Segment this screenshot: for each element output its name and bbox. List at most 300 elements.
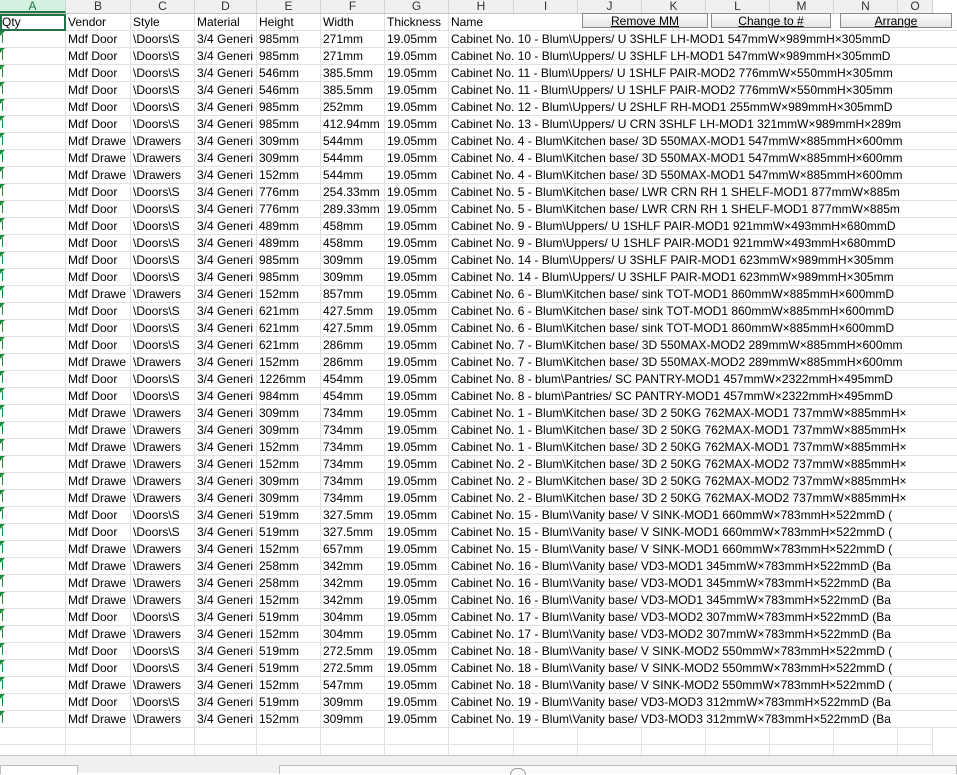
column-header-n[interactable]: N [834,0,898,13]
cell[interactable]: 252mm [321,99,385,116]
cell[interactable]: 152mm [257,439,321,456]
cell[interactable] [0,48,66,65]
cell[interactable]: 1226mm [257,371,321,388]
cell[interactable]: 985mm [257,269,321,286]
cell[interactable] [0,609,66,626]
cell[interactable]: \Drawers [131,456,195,473]
cell[interactable]: 519mm [257,524,321,541]
cell[interactable]: Width [321,14,385,31]
cell[interactable] [0,592,66,609]
cell[interactable]: Mdf Door [66,116,131,133]
cell[interactable]: 309mm [257,150,321,167]
cell[interactable]: 19.05mm [385,405,449,422]
cell[interactable]: 19.05mm [385,490,449,507]
cell[interactable]: \Doors\S [131,660,195,677]
column-header-bar[interactable] [0,0,933,14]
cell[interactable] [0,337,66,354]
cell[interactable]: 3/4 Generi [195,507,257,524]
cell[interactable] [449,745,514,755]
cell[interactable] [257,728,321,745]
cell[interactable]: Cabinet No. 5 - Blum\Kitchen base/ LWR CRN RH 1 SHELF-MOD1 877mmW×885m [449,201,957,218]
cell[interactable]: \Doors\S [131,524,195,541]
cell[interactable]: 342mm [321,558,385,575]
cell[interactable] [257,745,321,755]
cell[interactable]: 19.05mm [385,354,449,371]
cell[interactable] [131,745,195,755]
column-header-f[interactable]: F [321,0,385,13]
cell[interactable]: 984mm [257,388,321,405]
cell[interactable] [706,745,770,755]
cell[interactable]: 19.05mm [385,541,449,558]
cell[interactable]: 3/4 Generi [195,167,257,184]
cell[interactable]: 3/4 Generi [195,184,257,201]
cell[interactable]: \Doors\S [131,184,195,201]
cell[interactable]: 3/4 Generi [195,626,257,643]
cell[interactable]: 3/4 Generi [195,201,257,218]
cell[interactable]: \Drawers [131,354,195,371]
cell[interactable] [0,286,66,303]
cell[interactable]: 3/4 Generi [195,473,257,490]
cell[interactable]: 3/4 Generi [195,320,257,337]
cell[interactable]: 152mm [257,592,321,609]
cell[interactable]: 19.05mm [385,269,449,286]
cell[interactable]: 734mm [321,456,385,473]
cell[interactable]: 309mm [257,405,321,422]
cell[interactable]: 3/4 Generi [195,677,257,694]
cell[interactable]: 519mm [257,660,321,677]
cell[interactable] [385,745,449,755]
cell[interactable] [0,218,66,235]
cell[interactable]: Mdf Door [66,82,131,99]
cell[interactable]: Cabinet No. 8 - blum\Pantries/ SC PANTRY-MOD1 457mmW×2322mmH×495mmD [449,371,957,388]
cell[interactable]: 19.05mm [385,235,449,252]
cell[interactable]: Mdf Drawe [66,575,131,592]
cell[interactable]: \Doors\S [131,337,195,354]
cell[interactable]: 3/4 Generi [195,592,257,609]
cell[interactable] [0,711,66,728]
cell[interactable]: Cabinet No. 18 - Blum\Vanity base/ V SINK-MOD2 550mmW×783mmH×522mmD ( [449,643,957,660]
cell[interactable] [66,745,131,755]
cell[interactable]: Mdf Door [66,524,131,541]
cell[interactable]: 385.5mm [321,65,385,82]
cell[interactable]: Cabinet No. 18 - Blum\Vanity base/ V SINK-MOD2 550mmW×783mmH×522mmD ( [449,677,957,694]
cell[interactable]: Mdf Door [66,252,131,269]
cell[interactable]: 309mm [321,694,385,711]
cell[interactable]: Mdf Door [66,320,131,337]
cell[interactable] [0,643,66,660]
cell[interactable]: 152mm [257,354,321,371]
cell[interactable] [0,422,66,439]
cell[interactable]: 3/4 Generi [195,609,257,626]
cell[interactable]: 3/4 Generi [195,269,257,286]
cell[interactable] [0,490,66,507]
cell[interactable]: 985mm [257,99,321,116]
cell[interactable]: \Doors\S [131,371,195,388]
cell[interactable] [0,303,66,320]
cell[interactable]: Mdf Door [66,48,131,65]
cell[interactable]: Cabinet No. 19 - Blum\Vanity base/ VD3-MOD3 312mmW×783mmH×522mmD (Ba [449,711,957,728]
cell[interactable]: 254.33mm [321,184,385,201]
cell[interactable]: Mdf Drawe [66,473,131,490]
cell[interactable]: 152mm [257,626,321,643]
cell[interactable]: \Doors\S [131,65,195,82]
cell[interactable] [0,235,66,252]
cell[interactable]: Qty [0,14,66,31]
cell[interactable]: 621mm [257,337,321,354]
cell[interactable]: Mdf Drawe [66,167,131,184]
cell[interactable]: 3/4 Generi [195,643,257,660]
cell[interactable]: 3/4 Generi [195,354,257,371]
cell[interactable]: 342mm [321,575,385,592]
cell[interactable]: 19.05mm [385,694,449,711]
cell[interactable]: 19.05mm [385,286,449,303]
horizontal-scrollbar[interactable] [279,765,957,774]
cell[interactable]: 546mm [257,65,321,82]
sheet-tab[interactable] [0,765,78,774]
cell[interactable]: Mdf Door [66,218,131,235]
cell[interactable]: 19.05mm [385,388,449,405]
cell[interactable]: 152mm [257,677,321,694]
cell[interactable]: Cabinet No. 18 - Blum\Vanity base/ V SINK-MOD2 550mmW×783mmH×522mmD ( [449,660,957,677]
cell[interactable]: Cabinet No. 17 - Blum\Vanity base/ VD3-MOD2 307mmW×783mmH×522mmD (Ba [449,626,957,643]
cell[interactable]: Mdf Door [66,609,131,626]
cell[interactable]: Mdf Door [66,99,131,116]
cell[interactable]: 272.5mm [321,643,385,660]
cell[interactable]: 327.5mm [321,524,385,541]
cell[interactable]: Cabinet No. 15 - Blum\Vanity base/ V SINK-MOD1 660mmW×783mmH×522mmD ( [449,507,957,524]
cell[interactable]: Thickness [385,14,449,31]
cell[interactable]: 152mm [257,286,321,303]
cell[interactable]: 3/4 Generi [195,252,257,269]
cell[interactable] [0,694,66,711]
cell[interactable]: 19.05mm [385,592,449,609]
cell[interactable]: Mdf Drawe [66,405,131,422]
cell[interactable]: Mdf Drawe [66,558,131,575]
cell[interactable]: Mdf Drawe [66,490,131,507]
cell[interactable]: Mdf Drawe [66,592,131,609]
cell[interactable]: Name [449,14,957,31]
cell[interactable] [898,728,933,745]
cell[interactable]: \Doors\S [131,116,195,133]
cell[interactable]: \Doors\S [131,507,195,524]
cell[interactable]: 489mm [257,235,321,252]
cell[interactable]: Cabinet No. 11 - Blum\Uppers/ U 1SHLF PAIR-MOD2 776mmW×550mmH×305mm [449,82,957,99]
cell[interactable] [449,728,514,745]
cell[interactable]: 734mm [321,439,385,456]
cell[interactable]: 734mm [321,490,385,507]
cell[interactable]: 19.05mm [385,575,449,592]
cell[interactable]: 19.05mm [385,524,449,541]
cell[interactable]: 271mm [321,48,385,65]
cell[interactable] [0,626,66,643]
cell[interactable]: Height [257,14,321,31]
cell[interactable]: Cabinet No. 16 - Blum\Vanity base/ VD3-MOD1 345mmW×783mmH×522mmD (Ba [449,558,957,575]
column-header-j[interactable]: J [578,0,642,13]
cell[interactable] [321,745,385,755]
cell[interactable]: 19.05mm [385,677,449,694]
cell[interactable]: Cabinet No. 10 - Blum\Uppers/ U 3SHLF LH-MOD1 547mmW×989mmH×305mmD [449,48,957,65]
cell[interactable] [0,473,66,490]
cell[interactable]: Cabinet No. 2 - Blum\Kitchen base/ 3D 2 50KG 762MAX-MOD2 737mmW×885mmH× [449,490,957,507]
cell[interactable]: \Doors\S [131,99,195,116]
cell[interactable]: \Drawers [131,558,195,575]
cell[interactable] [0,524,66,541]
cell[interactable]: Cabinet No. 14 - Blum\Uppers/ U 3SHLF PAIR-MOD1 623mmW×989mmH×305mm [449,252,957,269]
cell[interactable]: Cabinet No. 17 - Blum\Vanity base/ VD3-MOD2 307mmW×783mmH×522mmD (Ba [449,609,957,626]
change-to-hash-button[interactable]: Change to # [711,13,831,28]
cell[interactable]: 489mm [257,218,321,235]
cell[interactable]: 985mm [257,252,321,269]
cell[interactable]: Mdf Door [66,388,131,405]
cell[interactable]: \Doors\S [131,269,195,286]
cell[interactable] [195,745,257,755]
cell[interactable]: Cabinet No. 1 - Blum\Kitchen base/ 3D 2 50KG 762MAX-MOD1 737mmW×885mmH× [449,405,957,422]
cell[interactable]: 19.05mm [385,218,449,235]
cell[interactable]: Cabinet No. 6 - Blum\Kitchen base/ sink TOT-MOD1 860mmW×885mmH×600mmD [449,286,957,303]
cell[interactable]: 3/4 Generi [195,31,257,48]
cell[interactable]: \Doors\S [131,82,195,99]
cell[interactable]: Mdf Door [66,507,131,524]
cell[interactable]: Cabinet No. 9 - Blum\Uppers/ U 1SHLF PAIR-MOD1 921mmW×493mmH×680mmD [449,218,957,235]
cell[interactable] [0,558,66,575]
cell[interactable]: \Doors\S [131,252,195,269]
cell[interactable] [0,405,66,422]
cell[interactable]: 152mm [257,711,321,728]
arrange-button[interactable]: Arrange [840,13,952,28]
cell[interactable]: Cabinet No. 2 - Blum\Kitchen base/ 3D 2 50KG 762MAX-MOD2 737mmW×885mmH× [449,456,957,473]
cell[interactable]: Mdf Drawe [66,711,131,728]
cell[interactable]: 19.05mm [385,439,449,456]
cell[interactable]: Mdf Door [66,31,131,48]
cell[interactable]: Mdf Drawe [66,677,131,694]
cell[interactable]: 985mm [257,48,321,65]
cell[interactable]: 258mm [257,558,321,575]
cell[interactable]: 3/4 Generi [195,371,257,388]
cell[interactable]: 19.05mm [385,82,449,99]
column-header-d[interactable]: D [195,0,257,13]
remove-mm-button[interactable]: Remove MM [582,13,708,28]
cell[interactable]: 19.05mm [385,337,449,354]
cell[interactable]: \Drawers [131,405,195,422]
cell[interactable]: 152mm [257,456,321,473]
cell[interactable]: \Drawers [131,473,195,490]
cell[interactable]: Mdf Drawe [66,439,131,456]
cell[interactable]: 19.05mm [385,456,449,473]
cell[interactable]: Cabinet No. 2 - Blum\Kitchen base/ 3D 2 50KG 762MAX-MOD2 737mmW×885mmH× [449,473,957,490]
cell[interactable] [0,660,66,677]
cell[interactable]: Cabinet No. 11 - Blum\Uppers/ U 1SHLF PAIR-MOD2 776mmW×550mmH×305mm [449,65,957,82]
cell[interactable]: 3/4 Generi [195,541,257,558]
cell[interactable]: 3/4 Generi [195,218,257,235]
cell[interactable] [0,388,66,405]
cell[interactable]: 19.05mm [385,201,449,218]
cell[interactable]: 776mm [257,184,321,201]
column-header-b[interactable]: B [66,0,131,13]
cell[interactable]: 271mm [321,31,385,48]
column-header-e[interactable]: E [257,0,321,13]
cell[interactable] [0,354,66,371]
cell[interactable] [0,116,66,133]
cell[interactable]: 304mm [321,626,385,643]
column-header-a[interactable]: A [0,0,66,13]
cell[interactable]: 3/4 Generi [195,422,257,439]
cell[interactable]: Mdf Drawe [66,133,131,150]
cell[interactable]: Cabinet No. 14 - Blum\Uppers/ U 3SHLF PAIR-MOD1 623mmW×989mmH×305mm [449,269,957,286]
cell[interactable]: 3/4 Generi [195,133,257,150]
cell[interactable]: 3/4 Generi [195,116,257,133]
cell[interactable]: 3/4 Generi [195,235,257,252]
cell[interactable] [0,82,66,99]
cell[interactable]: Mdf Door [66,235,131,252]
cell[interactable] [0,99,66,116]
cell[interactable]: 19.05mm [385,48,449,65]
cell[interactable]: \Doors\S [131,31,195,48]
cell[interactable]: 454mm [321,388,385,405]
cell[interactable] [0,575,66,592]
cell[interactable]: 309mm [257,473,321,490]
cell[interactable]: 152mm [257,541,321,558]
cell[interactable] [898,745,933,755]
cell[interactable]: \Drawers [131,575,195,592]
cell[interactable]: Vendor [66,14,131,31]
column-header-g[interactable]: G [385,0,449,13]
cell[interactable]: Cabinet No. 13 - Blum\Uppers/ U CRN 3SHLF LH-MOD1 321mmW×989mmH×289m [449,116,957,133]
cell[interactable]: 152mm [257,167,321,184]
cell[interactable]: 19.05mm [385,507,449,524]
cell[interactable]: 3/4 Generi [195,388,257,405]
cell[interactable] [0,507,66,524]
cell[interactable]: 3/4 Generi [195,524,257,541]
cell[interactable]: 985mm [257,31,321,48]
cell[interactable]: Style [131,14,195,31]
cell[interactable]: Mdf Drawe [66,456,131,473]
column-header-m[interactable]: M [770,0,834,13]
cell[interactable]: Mdf Drawe [66,354,131,371]
cell[interactable]: Mdf Door [66,269,131,286]
cell[interactable]: \Drawers [131,422,195,439]
cell[interactable] [0,31,66,48]
cell[interactable]: Material [195,14,257,31]
cell[interactable]: Mdf Drawe [66,150,131,167]
cell[interactable]: 3/4 Generi [195,405,257,422]
column-header-o[interactable]: O [898,0,933,13]
cell[interactable]: \Doors\S [131,388,195,405]
cell[interactable]: Cabinet No. 7 - Blum\Kitchen base/ 3D 550MAX-MOD2 289mmW×885mmH×600mm [449,337,957,354]
cell[interactable]: \Doors\S [131,694,195,711]
cell[interactable]: Mdf Drawe [66,626,131,643]
cell[interactable]: 3/4 Generi [195,65,257,82]
cell[interactable]: 19.05mm [385,99,449,116]
cell[interactable]: 19.05mm [385,167,449,184]
cell[interactable]: \Doors\S [131,235,195,252]
cell[interactable]: 985mm [257,116,321,133]
cell[interactable]: Cabinet No. 4 - Blum\Kitchen base/ 3D 550MAX-MOD1 547mmW×885mmH×600mm [449,150,957,167]
cell[interactable] [642,745,706,755]
cell[interactable]: 309mm [321,252,385,269]
cell[interactable]: Cabinet No. 15 - Blum\Vanity base/ V SINK-MOD1 660mmW×783mmH×522mmD ( [449,524,957,541]
cell[interactable]: \Drawers [131,286,195,303]
cell[interactable]: 519mm [257,643,321,660]
cell[interactable]: Mdf Door [66,694,131,711]
cell[interactable] [195,728,257,745]
cell[interactable] [514,728,578,745]
cell[interactable]: 454mm [321,371,385,388]
cell[interactable]: 286mm [321,354,385,371]
cell[interactable] [0,728,66,745]
sheet-rows[interactable] [0,14,957,755]
cell[interactable]: 734mm [321,473,385,490]
cell[interactable]: 19.05mm [385,252,449,269]
cell[interactable]: 621mm [257,320,321,337]
cell[interactable] [578,728,642,745]
column-header-k[interactable]: K [642,0,706,13]
cell[interactable] [514,745,578,755]
cell[interactable] [0,167,66,184]
cell[interactable]: 3/4 Generi [195,48,257,65]
cell[interactable]: 546mm [257,82,321,99]
cell[interactable]: Mdf Door [66,184,131,201]
cell[interactable]: Cabinet No. 7 - Blum\Kitchen base/ 3D 550MAX-MOD2 289mmW×885mmH×600mm [449,354,957,371]
cell[interactable]: 519mm [257,694,321,711]
cell[interactable]: 309mm [321,269,385,286]
cell[interactable]: Mdf Door [66,201,131,218]
cell[interactable] [0,184,66,201]
cell[interactable] [834,745,898,755]
cell[interactable]: 19.05mm [385,473,449,490]
cell[interactable]: \Drawers [131,626,195,643]
cell[interactable]: Mdf Door [66,371,131,388]
cell[interactable] [0,269,66,286]
cell[interactable]: \Doors\S [131,218,195,235]
cell[interactable]: 327.5mm [321,507,385,524]
cell[interactable]: Cabinet No. 4 - Blum\Kitchen base/ 3D 550MAX-MOD1 547mmW×885mmH×600mm [449,133,957,150]
cell[interactable]: \Drawers [131,711,195,728]
cell[interactable]: Cabinet No. 5 - Blum\Kitchen base/ LWR CRN RH 1 SHELF-MOD1 877mmW×885m [449,184,957,201]
cell[interactable] [0,677,66,694]
cell[interactable]: 3/4 Generi [195,337,257,354]
cell[interactable] [0,252,66,269]
cell[interactable]: 3/4 Generi [195,303,257,320]
cell[interactable]: 621mm [257,303,321,320]
cell[interactable]: 734mm [321,422,385,439]
cell[interactable]: \Doors\S [131,201,195,218]
cell[interactable] [0,133,66,150]
cell[interactable]: 544mm [321,150,385,167]
cell[interactable]: 3/4 Generi [195,575,257,592]
cell[interactable] [0,371,66,388]
cell[interactable]: 19.05mm [385,116,449,133]
cell[interactable]: 547mm [321,677,385,694]
cell[interactable]: 734mm [321,405,385,422]
cell[interactable]: 342mm [321,592,385,609]
cell[interactable]: Mdf Drawe [66,286,131,303]
cell[interactable]: 3/4 Generi [195,439,257,456]
cell[interactable]: \Doors\S [131,643,195,660]
cell[interactable]: Cabinet No. 10 - Blum\Uppers/ U 3SHLF LH-MOD1 547mmW×989mmH×305mmD [449,31,957,48]
column-header-h[interactable]: H [449,0,514,13]
cell[interactable]: \Doors\S [131,609,195,626]
cell[interactable]: 19.05mm [385,184,449,201]
cell[interactable] [0,201,66,218]
cell[interactable]: \Drawers [131,439,195,456]
cell[interactable]: Mdf Door [66,660,131,677]
cell[interactable]: 309mm [257,490,321,507]
cell[interactable] [131,728,195,745]
cell[interactable]: \Doors\S [131,303,195,320]
cell[interactable]: 19.05mm [385,31,449,48]
cell[interactable]: 3/4 Generi [195,660,257,677]
cell[interactable]: Cabinet No. 9 - Blum\Uppers/ U 1SHLF PAIR-MOD1 921mmW×493mmH×680mmD [449,235,957,252]
